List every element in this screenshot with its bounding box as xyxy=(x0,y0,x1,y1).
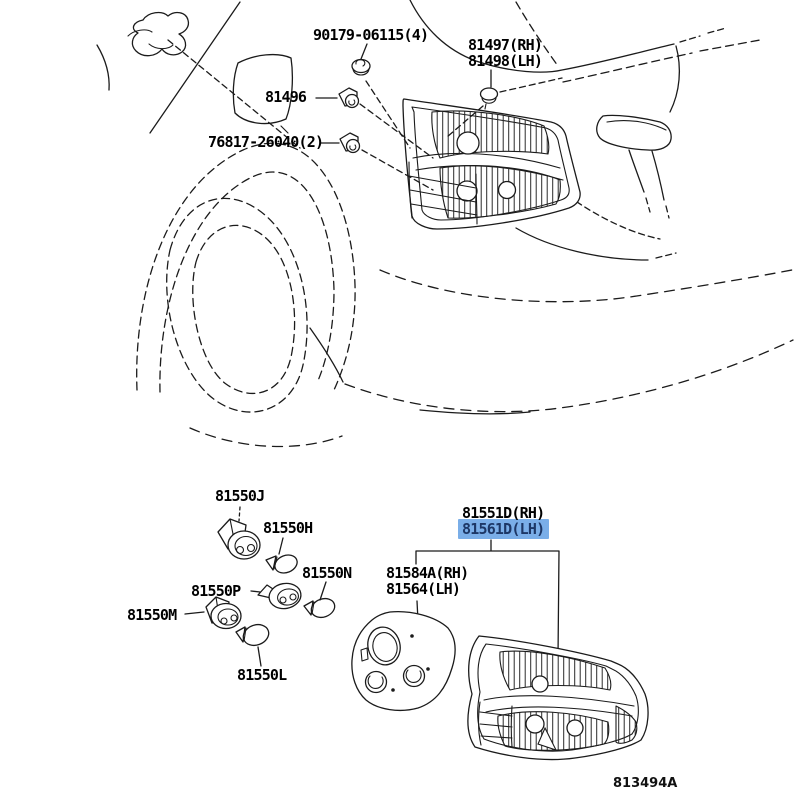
license-garnish xyxy=(597,115,671,218)
part-label-81550n[interactable]: 81550N xyxy=(302,564,352,582)
clip-icon-76817 xyxy=(340,133,360,153)
bulb-81550l xyxy=(236,621,272,649)
part-label-81496[interactable]: 81496 xyxy=(265,88,307,106)
bulb-socket-81550j xyxy=(218,519,260,559)
bolt-icon xyxy=(352,60,370,76)
car-rear-quarter-drawing xyxy=(97,0,793,446)
wheel-arch xyxy=(137,143,355,412)
part-label-81561d-selected[interactable]: 81561D(LH) xyxy=(458,519,549,539)
bulb-81550h xyxy=(266,552,300,576)
part-label-81550m[interactable]: 81550M xyxy=(127,606,177,624)
part-label-81550h[interactable]: 81550H xyxy=(263,519,313,537)
part-label-81550j[interactable]: 81550J xyxy=(215,487,265,505)
part-label-81550p[interactable]: 81550P xyxy=(191,582,241,600)
bulb-socket-81550m xyxy=(206,597,241,629)
part-label-81551d[interactable]: 81551D(RH) xyxy=(462,504,545,522)
lamp-gasket xyxy=(352,612,455,711)
grommet-icon-81496 xyxy=(339,88,359,108)
part-label-81584a[interactable]: 81584A(RH) xyxy=(386,564,469,582)
drawing-code: 813494A xyxy=(613,776,678,791)
part-label-81497[interactable]: 81497(RH) xyxy=(468,36,543,54)
part-label-81564[interactable]: 81564(LH) xyxy=(386,580,461,598)
bumper-lines xyxy=(190,190,793,446)
part-label-76817[interactable]: 76817-26040(2) xyxy=(208,133,324,151)
part-label-81550l[interactable]: 81550L xyxy=(237,666,287,684)
part-label-90179[interactable]: 90179-06115(4) xyxy=(313,26,429,44)
rear-lamp-unit xyxy=(468,636,648,760)
tail-lamp-on-car xyxy=(403,99,580,229)
part-label-81498[interactable]: 81498(LH) xyxy=(468,52,543,70)
bulb-socket-81550p xyxy=(258,581,303,611)
